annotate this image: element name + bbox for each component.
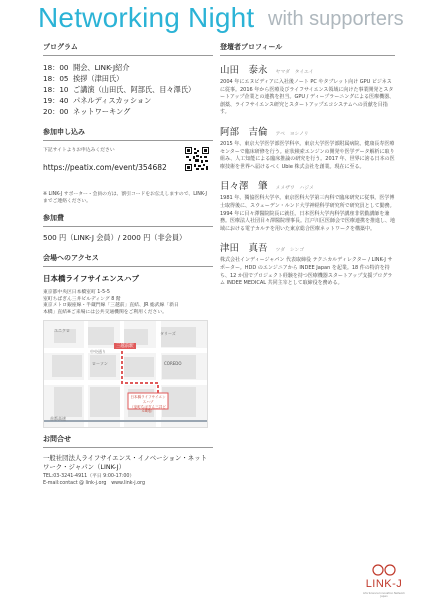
qr-code-icon[interactable]	[185, 147, 209, 171]
speaker-profile	[220, 240, 395, 287]
speaker-kana: ヤマダ タイエイ	[275, 70, 314, 75]
map-label-block-c: COREDO	[164, 361, 182, 367]
program-time: 18：05	[43, 74, 69, 83]
fee-text: 500 円（LINK-J 会員）/ 2000 円（非会員）	[43, 233, 187, 242]
header	[0, 0, 430, 38]
registration-link[interactable]: https://peatix.com/event/354682	[43, 163, 167, 172]
speaker-profile	[220, 124, 395, 171]
program-time: 19：40	[43, 96, 69, 105]
program-label: パネルディスカッション	[73, 96, 152, 105]
registration-heading: 参加申し込み	[43, 127, 213, 141]
program-label: 開会、LINK-J紹介	[73, 63, 130, 72]
access-map	[43, 320, 208, 428]
speaker-name: 津田 真吾	[220, 243, 268, 255]
left-column	[43, 42, 213, 488]
logo-mark-icon	[363, 562, 405, 578]
speaker-kana: メメザワ ハジメ	[275, 186, 314, 192]
program-time: 18：10	[43, 85, 69, 94]
speaker-bio: 2004 年にエヌビディアに入社後ノート PC やタブレット向け GPU ビジネスに従事。2016 年から医療及びライフサイエンス領域に向けた事業開発とスタートアップ企業との連携を担当。GPU / ディープラーニングによる医療機器、創薬、ライフサイエンス研究とスタートアップエコシステムへの貢献を目指す。	[220, 79, 395, 116]
program-label: 挨拶（津田氏）	[73, 74, 124, 83]
registration-row	[43, 147, 213, 191]
map-venue-marker	[130, 395, 166, 413]
venue-heading: 会場へのアクセス	[43, 253, 213, 267]
program-item	[43, 95, 213, 106]
speaker-name: 山田 泰永	[220, 65, 268, 76]
venue-name: 日本橋ライフサイエンスハブ	[43, 274, 139, 283]
program-time: 20：00	[43, 107, 69, 116]
fee-section	[43, 213, 213, 243]
contact-heading: お問合せ	[43, 434, 213, 448]
speaker-profile	[220, 178, 395, 233]
map-venue-name: 日本橋ライフサイエンスハブ	[130, 395, 166, 404]
speaker-name: 阿部 吉倫	[220, 126, 268, 138]
speaker-bio: 2015 年、東京大学医学部医学科卒。東京大学医学部附属病院、健康長寿医療センターで臨床研修を行う。症状検索エンジンの開発や医学データ解析に取り組み、人工知能による臨床推論の研究を行う。2017 年、世界に誇る日本の医療技術を世界へ届けるべく Ubie 株式会社を創業。現在に至る。	[220, 140, 395, 170]
venue-section	[43, 253, 213, 428]
speakers-heading: 登壇者プロフィール	[220, 42, 395, 56]
registration-note: 下記サイトよりお申込みください	[43, 148, 115, 153]
logo-text: LINK-J	[365, 578, 403, 590]
contact-phone: TEL:03-3241-4911（平日 9:00-17:00）	[43, 474, 135, 480]
link-j-logo	[363, 562, 405, 602]
contact-section	[43, 434, 213, 487]
speaker-name-row	[220, 124, 395, 138]
registration-section	[43, 127, 213, 205]
map-label-street: 中央通り	[90, 349, 106, 355]
right-column	[220, 42, 395, 295]
program-item	[43, 84, 213, 95]
event-title: Networking Night	[38, 2, 255, 33]
event-subtitle: with supporters	[268, 8, 404, 30]
map-drawing	[44, 321, 208, 428]
map-label-station: 三越前駅	[116, 344, 134, 350]
speaker-name: 目々澤 肇	[220, 181, 268, 193]
speaker-profile	[220, 62, 395, 117]
speaker-bio: 1981 年、獨協医科大学卒。東京医科大学第三内科で臨床研究に従事。医学博士取得後に、スウェーデン・ルンド大学神経科学研究所で研究員として勤務。1994 年に目々澤醫院院長に就任。日本医科大学内科学講座非常勤講師を兼務。医療法人社団目々澤醫院理事長。江戸川区医師会で医療連携を推進し、地域における電子カルテを用いた東京総合医療ネットワークを構築中。	[220, 195, 396, 232]
program-label: ネットワーキング	[73, 107, 131, 116]
program-time: 18：00	[43, 63, 69, 72]
address-line: 本橋」直結※ご来場には公共交通機関をご利用ください。	[43, 309, 167, 315]
program-heading: プログラム	[43, 42, 213, 56]
map-venue-floor: （室町ちばぎん三井ビル8階）	[130, 404, 166, 414]
program-list	[43, 62, 213, 117]
member-note: ※ LINK-J サポーター・会員の方は、割引コードをお伝えしますので、LINK-J までご連絡ください。	[43, 192, 207, 204]
map-label-highway: 首都高速	[50, 416, 66, 422]
map-label-store: ローソン	[92, 361, 108, 367]
contact-email: E-mail:contact @ link-j.org www.link-j.org	[43, 480, 145, 486]
program-item	[43, 62, 213, 73]
speaker-name-row	[220, 240, 395, 254]
program-section	[43, 42, 213, 117]
venue-address	[43, 290, 213, 316]
program-item	[43, 73, 213, 84]
speaker-kana: アベ ヨシノリ	[275, 131, 309, 137]
logo-tagline: Life Science Innovation Network Japan	[363, 592, 405, 598]
speaker-name-row	[220, 62, 395, 76]
speaker-kana: ツダ シンゴ	[275, 248, 305, 254]
map-label-block-a: ユニクロ	[54, 328, 70, 334]
program-item	[43, 106, 213, 117]
address-line: 東京メトロ銀座線・半蔵門線「三越前」直結、JR 総武線「新日	[43, 303, 179, 309]
program-label: ご講演（山田氏、阿部氏、目々澤氏）	[73, 85, 196, 94]
contact-organization: 一般社団法人ライフサイエンス・イノベーション・ネットワーク・ジャパン（LINK-J）	[43, 454, 207, 472]
map-label-block-b: タリーズ	[160, 331, 176, 337]
fee-heading: 参加費	[43, 213, 213, 227]
speaker-name-row	[220, 178, 395, 192]
address-line: 東京都中央区日本橋室町 1-5-5	[43, 290, 110, 295]
address-line: 室町ちばぎん三井ビルディング 8 階	[43, 296, 121, 302]
speaker-bio: 株式会社インディージャパン 代表取締役 テクニカルディレクター / LINK-J サポーター。HDD のエンジニアから INDEE Japan を起業。18 件の特許を持ち、12 か国でプロジェクト経験を持つ医療機器スタートアップ支援プログラム INDEE MEDICAL 共同主宰として取締役を務める。	[220, 257, 393, 287]
